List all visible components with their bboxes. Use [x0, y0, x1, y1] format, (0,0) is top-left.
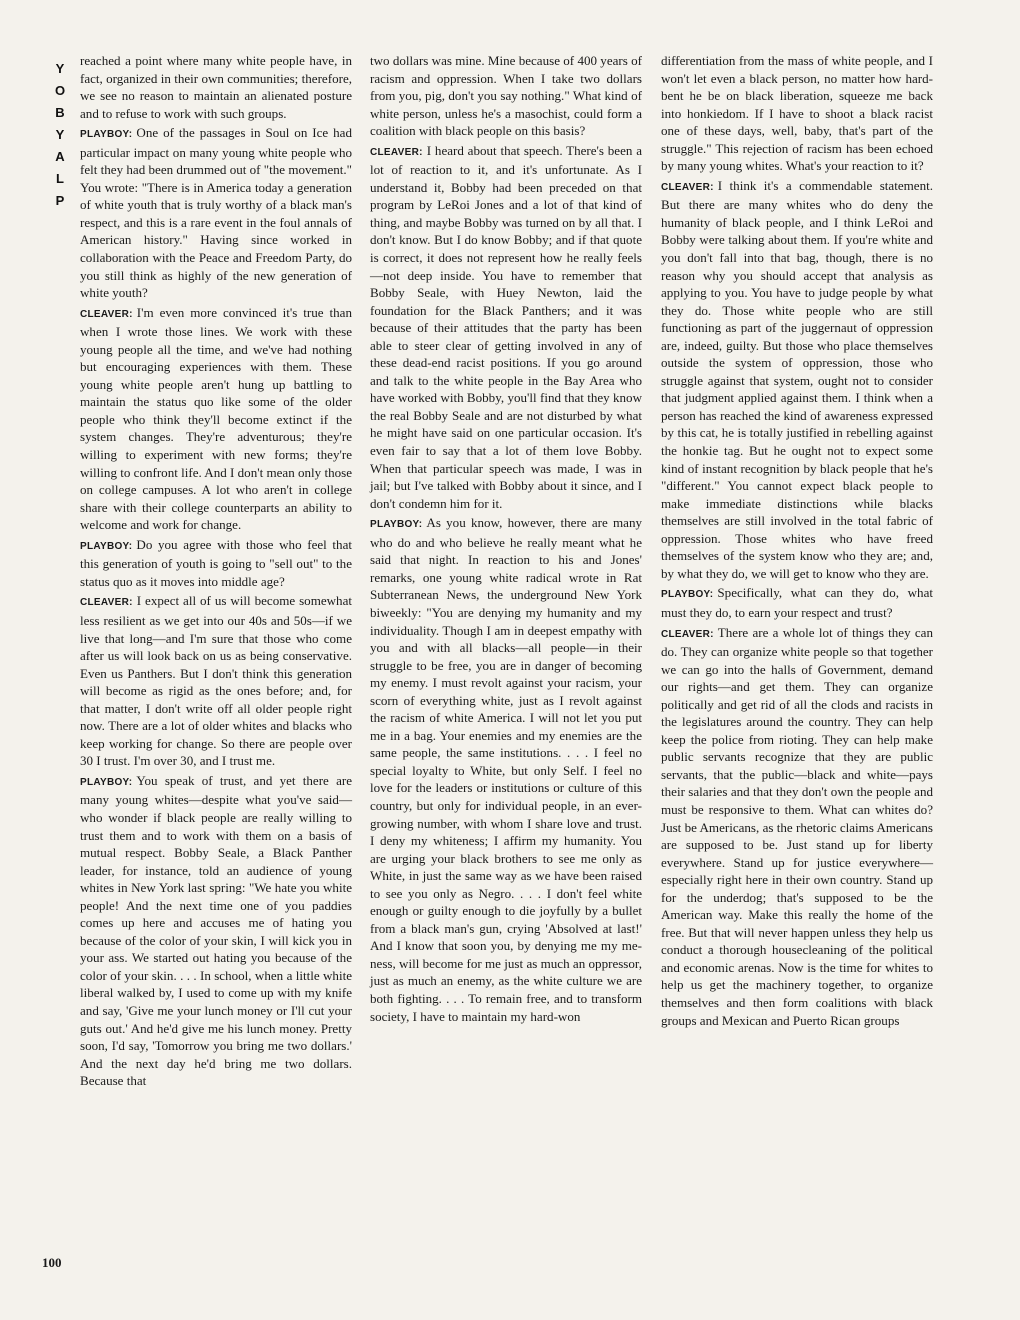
paragraph-text: I heard about that speech. There's been a lot of reaction to it, and it's unfortunate. As I understand it, Bobby had been preceded on that program by LeRoi Jones and a lot of that kind of thing, and maybe Bobby was turned on by all that. I don't know. But I do know Bobby; and if that quote is correct, it does not represent how he really feels—not deep inside. You have to remember that Bobby Seale, with Huey Newton, laid the foundation for the Black Panthers; and it was because of their attitudes that the party has been able to steer clear of getting involved in any of these dead-end racist positions. If you go around and talk to the white people in the Bay Area who have worked with Bobby, you'll find that they know the real Bobby Seale and are not disturbed by what he might have said on one particular occasion. It's even fair to say that a lot of them love Bobby. When that particular speech was made, I was in jail; but I've talked with Bobby about it since, and I don't condemn him for it.: [370, 142, 642, 511]
masthead-playboy: [52, 58, 68, 212]
text-column-2: [370, 52, 642, 1025]
paragraph-text: I think it's a commendable statement. But there are many whites who do deny the humanity of black people, and I think LeRoi and Bobby were talking about them. If you're white and you don't fall into that bag, though, there is no reason why you should accept that analysis as applying to you. You have to judge people by what they do. Those white people who are still functioning as part of the juggernaut of oppression are, indeed, guilty. But those who place themselves outside the system of oppression, those who struggle against that system, ought not to consider that judgment applied against them. I think when a person has reached the kind of awareness expressed by this cat, he is totally justified in rebelling against the honkie tag. But he ought not to expect some kind of instant recognition by black people that he's "different." You cannot expect black people to make immediate distinctions while blacks themselves are still involved in the total fabric of oppression. Those whites who have freed themselves of the system know who they are; and, by what they do, we will get to know who they are.: [661, 177, 933, 581]
paragraph-text: reached a point where many white people have, in fact, organized in their own communities; therefore, we see no reason to maintain an alienated posture and to refuse to work with such groups.: [80, 53, 352, 121]
paragraph-text: One of the passages in Soul on Ice had particular impact on many young white people who felt they had been drummed out of "the movement." You wrote: "There is in America today a generation of white youth that is truly worthy of a black man's respect, and this is a rare event in the foul annals of American history." Having since worked in collaboration with the Peace and Freedom Party, do you still think as highly of the new generation of white youth?: [80, 125, 352, 301]
paragraph-text: You speak of trust, and yet there are many young whites—despite what you've said—who wonder if black people are really willing to trust them and to work with them on a basis of mutual respect. Bobby Seale, a Black Panther leader, for instance, told an audience of young whites in New York last spring: "We hate you white people! And the next time one of you paddies comes up here and accuses me of hating you because of the color of your skin, I will kick you in your ass. We started out hating you because of the color of your skin. . . . In school, when a little white liberal walked by, I used to come up with my knife and say, 'Give me your lunch money or I'll cut your guts out.' And he'd give me his lunch money. Pretty soon, I'd say, 'Tomorrow you bring me two dollars.' And the next day he'd bring me two dollars. Because that: [80, 772, 352, 1089]
paragraph: [370, 514, 642, 1025]
paragraph: [661, 52, 933, 175]
paragraph-text: Specifically, what can they do, what must they do, to earn your respect and trust?: [661, 585, 933, 620]
paragraph-text: differentiation from the mass of white people, and I won't let even a black person, no matter how hard-bent he be on black liberation, squeeze me back into honkiedom. If I have to shoot a black racist one of these days, well, baby, that's part of the struggle." This rejection of racism has been echoed by many young whites. What's your reaction to it?: [661, 53, 933, 174]
speaker-label: CLEAVER:: [661, 628, 714, 640]
masthead-letter: Y: [55, 61, 65, 76]
paragraph: [80, 536, 352, 591]
speaker-label: PLAYBOY:: [370, 519, 423, 531]
paragraph-text: two dollars was mine. Mine because of 400 years of racism and oppression. When I take two dollars from you, pig, don't you say nothing." What kind of white person, unless he's a masochist, could form a coalition with black people on this basis?: [370, 53, 642, 139]
paragraph-text: As you know, however, there are many who do and who believe he really meant what he said that night. In reaction to his and Jones' remarks, one young white radical wrote in Rat Subterranean News, the underground New York biweekly: "You are denying my humanity and my individuality. Though I am in deepest empathy with you and with all blacks—all people—in their struggle to be free, you are in danger of becoming my enemy. I must revolt against your racism, your scorn of everything white, just as I revolt against the racism of white America. I will not let you put me in a bag. Your enemies and my enemies are the same people, the same institutions. . . . I feel no special loyalty to White, but only Self. I feel no love for the leaders or institutions or culture of this country, but only for individual people, in an ever-growing number, with whom I share love and trust. I deny my whiteness; I affirm my humanity. You are urging your black brothers to see me only as White, in just the same way as we have been raised to see you only as Negro. . . . I don't feel white enough or guilty enough to die joyfully by a bullet from a black man's gun, crying 'Absolved at last!' And I know that soon you, by denying me my me-ness, will become for me just as much an oppressor, just as much an enemy, as the white culture we are both fighting. . . . To remain free, and to transform society, I have to maintain my hard-won: [370, 515, 642, 1024]
paragraph: [80, 772, 352, 1090]
paragraph: [661, 177, 933, 583]
text-column-1: [80, 52, 352, 1090]
speaker-label: CLEAVER:: [80, 597, 133, 609]
paragraph-text: I expect all of us will become somewhat less resilient as we get into our 40s and 50s—if we live that long—and I'm sure that those who come after us will look back on us as being conservative. Even us Panthers. But I don't think this generation will become as rigid as the ones before; and, for that matter, I don't write off all older people right now. There are a lot of older whites and blacks who keep working for change. So there are people over 30 I trust. I'm over 30, and I trust me.: [80, 593, 352, 769]
paragraph: [661, 624, 933, 1030]
speaker-label: PLAYBOY:: [661, 589, 714, 601]
paragraph-text: I'm even more convinced it's true than when I wrote those lines. We work with these young people all the time, and we've had nothing but encouraging experiences with them. These young white people aren't hung up battling to maintain the status quo like some of the older people who think they'll become extinct if the system changes. They're adventurous; they're willing to experiment with new forms; they're willing to confront life. And I don't mean only those on college campuses. A lot who aren't in college share with their college counterparts an ability to welcome and work for change.: [80, 304, 352, 533]
masthead-letter: O: [54, 83, 66, 98]
speaker-label: PLAYBOY:: [80, 540, 133, 552]
speaker-label: CLEAVER:: [661, 181, 714, 193]
masthead-letter: P: [55, 193, 65, 208]
speaker-label: PLAYBOY:: [80, 129, 133, 141]
masthead-letter: Y: [55, 127, 65, 142]
paragraph: [80, 124, 352, 301]
paragraph-text: Do you agree with those who feel that this generation of youth is going to "sell out" to the status quo as it moves into middle age?: [80, 536, 352, 589]
masthead-letter: B: [55, 105, 65, 120]
paragraph-text: There are a whole lot of things they can do. They can organize white people so that together we can go into the halls of Government, demand our rights—and get them. They can organize politically and get rid of all the clods and racists in the legislatures around the country. They can help keep the police from rioting. They can help make public servants recognize that they are public servants, that the public—black and white—pays their salaries and that they don't own the people and must be responsive to them. What can whites do? Just be Americans, as the rhetoric claims Americans are supposed to be. Just stand up for liberty everywhere. Stand up for justice everywhere—especially right here in their own country. Stand up for the underdog; that's supposed to be the American way. Make this really the home of the free. But that will never happen unless they help us conduct a thorough housecleaning of the political and economic arenas. Now is the time for whites to help us get the machinery together, to organize themselves and then form coalitions with black groups and Mexican and Puerto Rican groups: [661, 624, 933, 1028]
paragraph: [370, 142, 642, 512]
paragraph: [80, 52, 352, 122]
paragraph: [370, 52, 642, 140]
paragraph: [80, 304, 352, 534]
speaker-label: CLEAVER:: [80, 308, 133, 320]
text-column-3: [661, 52, 933, 1029]
paragraph: [661, 584, 933, 621]
speaker-label: CLEAVER:: [370, 146, 423, 158]
masthead-letter: L: [56, 171, 64, 186]
page-number: 100: [42, 1255, 62, 1270]
masthead-letter: A: [55, 149, 65, 164]
paragraph: [80, 592, 352, 769]
speaker-label: PLAYBOY:: [80, 776, 133, 788]
